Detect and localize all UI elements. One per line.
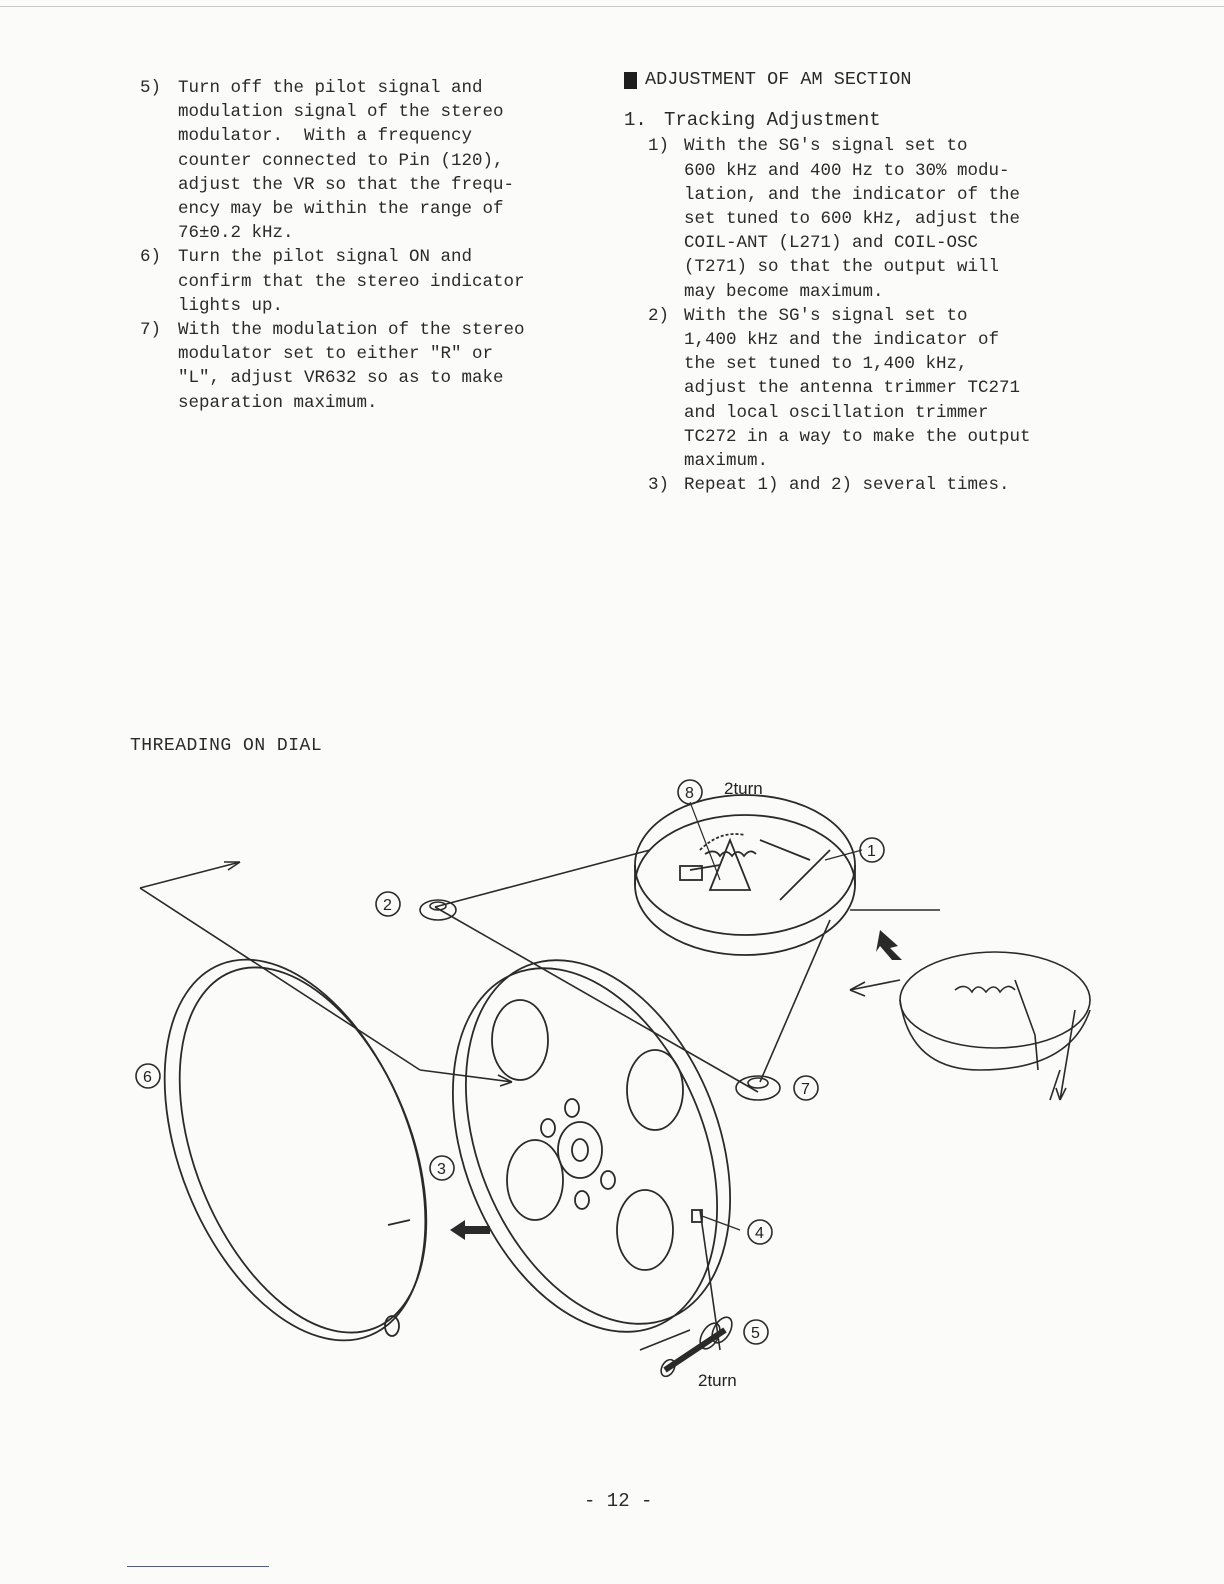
subsection-heading bbox=[624, 108, 1104, 132]
text-line: Turn off the pilot signal and bbox=[178, 78, 483, 98]
section-title: ADJUSTMENT OF AM SECTION bbox=[645, 69, 912, 90]
wheel-hole bbox=[627, 1050, 683, 1130]
text-line: adjust the antenna trimmer TC271 bbox=[684, 378, 1021, 399]
wheel-hole bbox=[507, 1140, 563, 1220]
step-6 bbox=[140, 245, 590, 318]
callout-6 bbox=[136, 1064, 160, 1088]
text-line: 600 kHz and 400 Hz to 30% modu- bbox=[684, 160, 1010, 181]
callout-4 bbox=[748, 1220, 772, 1244]
drum-rim-top bbox=[635, 795, 855, 935]
figure-title: THREADING ON DIAL bbox=[130, 736, 323, 756]
dial-wheel bbox=[403, 921, 781, 1371]
dial-string-path bbox=[435, 850, 650, 907]
subsection-number: 1. bbox=[624, 109, 647, 132]
section-bullet-icon bbox=[624, 72, 637, 89]
text-line: separation maximum. bbox=[178, 392, 378, 413]
dial-threading-diagram bbox=[120, 770, 1110, 1410]
text-line: With the modulation of the stereo bbox=[178, 320, 525, 341]
text-line: "L", adjust VR632 so as to make bbox=[178, 368, 504, 389]
text-line: adjust the VR so that the frequ- bbox=[178, 174, 515, 195]
drum-detail-view bbox=[850, 952, 1090, 1100]
step-7 bbox=[140, 318, 590, 415]
page-bottom-rule bbox=[127, 1566, 269, 1567]
callout-8-text: 8 bbox=[685, 785, 694, 802]
wheel-hole bbox=[492, 1000, 548, 1080]
text-line: ency may be within the range of bbox=[178, 199, 504, 220]
subsection-title: Tracking Adjustment bbox=[664, 109, 881, 132]
drum-spring-icon bbox=[705, 851, 756, 856]
callout-2 bbox=[376, 892, 400, 916]
callout-7 bbox=[794, 1076, 818, 1100]
wheel-hub bbox=[558, 1122, 602, 1178]
right-column bbox=[624, 68, 1104, 497]
tuning-shaft bbox=[658, 1314, 736, 1379]
page-top-edge bbox=[0, 6, 1224, 7]
text-line: 76±0.2 kHz. bbox=[178, 223, 294, 244]
text-line: the set tuned to 1,400 kHz, bbox=[684, 354, 968, 375]
step-number: 7) bbox=[140, 320, 162, 341]
text-line: With the SG's signal set to bbox=[684, 136, 968, 157]
text-line: Turn the pilot signal ON and bbox=[178, 247, 473, 268]
step-number: 1) bbox=[648, 136, 670, 157]
callout-6-text: 6 bbox=[143, 1069, 152, 1086]
dial-threading-svg bbox=[120, 770, 1110, 1410]
detail-string-arrow bbox=[850, 980, 900, 990]
idler-pulley-2 bbox=[420, 900, 456, 920]
dial-string-path bbox=[140, 862, 512, 1082]
callout-1 bbox=[860, 838, 884, 862]
text-line: COIL-ANT (L271) and COIL-OSC bbox=[684, 233, 979, 254]
text-line: Repeat 1) and 2) several times. bbox=[684, 475, 1010, 496]
step-5 bbox=[140, 76, 590, 245]
dial-string-path bbox=[760, 920, 830, 1082]
left-column bbox=[140, 76, 590, 415]
callout-3 bbox=[430, 1156, 454, 1180]
drive-drum bbox=[635, 795, 855, 955]
wheel-hole bbox=[617, 1190, 673, 1270]
callout-5 bbox=[744, 1320, 768, 1344]
dial-string-path bbox=[640, 1330, 690, 1350]
step-number: 5) bbox=[140, 78, 162, 98]
turn-label-bottom: 2turn bbox=[698, 1371, 737, 1390]
step-number: 2) bbox=[648, 305, 670, 326]
text-line: With the SG's signal set to bbox=[684, 305, 968, 326]
text-line: TC272 in a way to make the output bbox=[684, 426, 1031, 447]
callout-1-text: 1 bbox=[867, 843, 876, 860]
text-line: lights up. bbox=[178, 295, 284, 316]
direction-arrow-icon bbox=[450, 1220, 490, 1240]
text-line: may become maximum. bbox=[684, 281, 884, 302]
text-line: maximum. bbox=[684, 451, 769, 472]
section-heading bbox=[624, 68, 1104, 92]
callout-8 bbox=[678, 780, 702, 804]
am-step-1 bbox=[624, 134, 1104, 303]
callout-3-text: 3 bbox=[437, 1161, 446, 1178]
text-line: and local oscillation trimmer bbox=[684, 402, 989, 423]
text-line: (T271) so that the output will bbox=[684, 257, 1000, 278]
text-line: modulator set to either "R" or bbox=[178, 344, 494, 365]
detail-spring-icon bbox=[955, 986, 1015, 992]
text-line: counter connected to Pin (120), bbox=[178, 150, 504, 171]
page-number: - 12 - bbox=[584, 1490, 653, 1512]
detail-rim bbox=[900, 952, 1090, 1048]
step-number: 3) bbox=[648, 475, 670, 496]
drum-rim-bottom bbox=[635, 815, 855, 955]
text-line: confirm that the stereo indicator bbox=[178, 271, 525, 292]
idler-pulley-7 bbox=[736, 1076, 780, 1100]
am-step-2 bbox=[624, 304, 1104, 473]
dial-string-path bbox=[435, 907, 758, 1092]
direction-arrow-icon bbox=[876, 930, 902, 960]
text-line: modulator. With a frequency bbox=[178, 126, 473, 147]
text-line: modulation signal of the stereo bbox=[178, 102, 504, 123]
text-line: 1,400 kHz and the indicator of bbox=[684, 330, 1000, 351]
text-line: set tuned to 600 kHz, adjust the bbox=[684, 209, 1021, 230]
turn-label-top: 2turn bbox=[724, 779, 763, 798]
am-step-3 bbox=[624, 473, 1104, 497]
text-line: lation, and the indicator of the bbox=[684, 184, 1021, 205]
callout-7-text: 7 bbox=[801, 1081, 810, 1098]
callout-2-text: 2 bbox=[383, 897, 392, 914]
callout-5-text: 5 bbox=[751, 1325, 760, 1342]
callout-4-text: 4 bbox=[755, 1225, 764, 1242]
step-number: 6) bbox=[140, 247, 162, 268]
